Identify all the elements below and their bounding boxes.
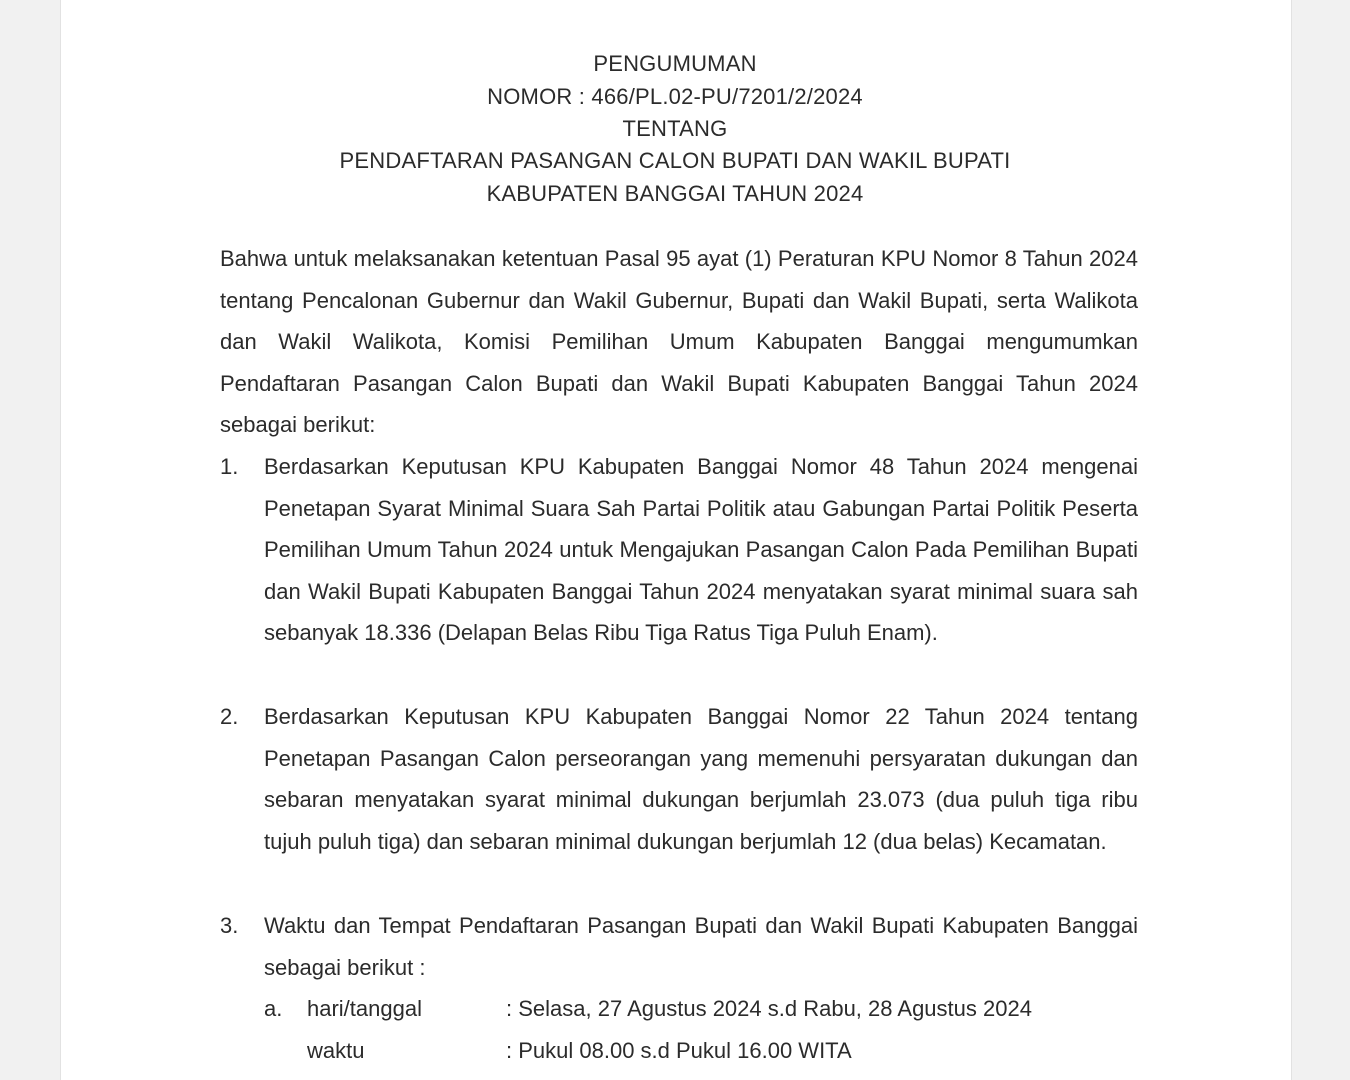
announcement-number: NOMOR : 466/PL.02-PU/7201/2/2024 — [487, 84, 863, 109]
schedule-label-date: hari/tanggal — [307, 996, 422, 1021]
list-item-number: 1. — [220, 454, 239, 479]
list-item-text: Berdasarkan Keputusan KPU Kabupaten Banggai Nomor 22 Tahun 2024 tentang Penetapan Pasangan Calon perseorangan yang memenuhi persyaratan dukungan dan sebaran menyatakan syarat minimal dukungan berjumlah 23.073 (dua puluh tiga ribu tujuh puluh tiga) dan sebaran minimal dukungan berjumlah 12 (dua belas) Kecamatan. — [264, 704, 1138, 854]
list-item-number: 2. — [220, 704, 239, 729]
schedule-value-time: : Pukul 08.00 s.d Pukul 16.00 WITA — [506, 1038, 852, 1063]
schedule-value-date: : Selasa, 27 Agustus 2024 s.d Rabu, 28 Agustus 2024 — [506, 996, 1032, 1021]
announcement-heading: PENGUMUMAN — [593, 51, 757, 76]
announcement-about: TENTANG — [622, 116, 728, 141]
list-item-number: 3. — [220, 913, 239, 938]
list-item-text: Waktu dan Tempat Pendaftaran Pasangan Bupati dan Wakil Bupati Kabupaten Banggai sebagai berikut : — [264, 913, 1138, 980]
announcement-subject-line2: KABUPATEN BANGGAI TAHUN 2024 — [486, 181, 864, 206]
announcement-subject-line1: PENDAFTARAN PASANGAN CALON BUPATI DAN WAKIL BUPATI — [339, 148, 1011, 173]
intro-paragraph: Bahwa untuk melaksanakan ketentuan Pasal 95 ayat (1) Peraturan KPU Nomor 8 Tahun 2024 tentang Pencalonan Gubernur dan Wakil Gubernur, Bupati dan Wakil Bupati, serta Walikota dan Wakil Walikota, Komisi Pemilihan Umum Kabupaten Banggai mengumumkan Pendaftaran Pasangan Calon Bupati dan Wakil Bupati Kabupaten Banggai Tahun 2024 sebagai berikut: — [220, 246, 1138, 438]
list-item-text: Berdasarkan Keputusan KPU Kabupaten Banggai Nomor 48 Tahun 2024 mengenai Penetapan Syarat Minimal Suara Sah Partai Politik atau Gabungan Partai Politik Peserta Pemilihan Umum Tahun 2024 untuk Mengajukan Pasangan Calon Pada Pemilihan Bupati dan Wakil Bupati Kabupaten Banggai Tahun 2024 menyatakan syarat minimal suara sah sebanyak 18.336 (Delapan Belas Ribu Tiga Ratus Tiga Puluh Enam). — [264, 454, 1138, 646]
schedule-label-time: waktu — [307, 1038, 365, 1063]
schedule-letter: a. — [264, 996, 283, 1021]
